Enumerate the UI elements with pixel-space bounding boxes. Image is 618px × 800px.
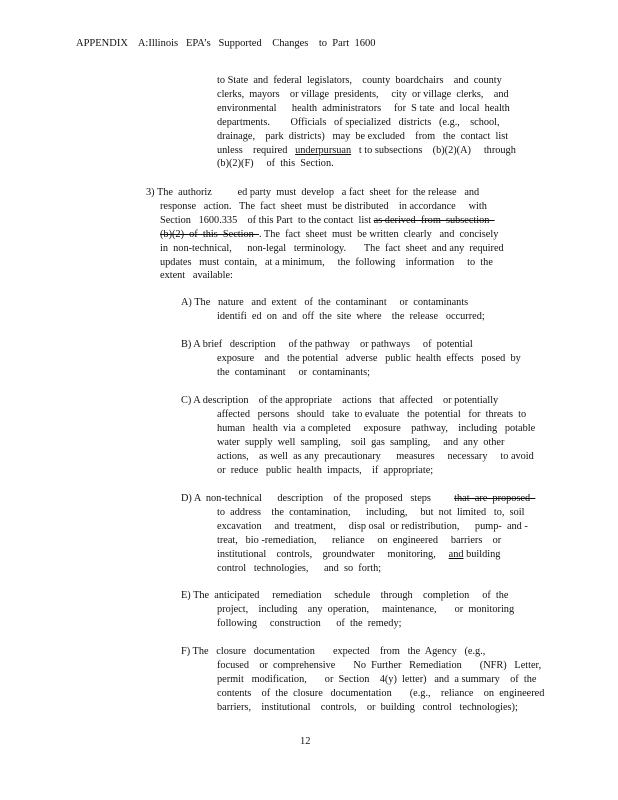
text-line (181, 394, 498, 407)
text-run: project, including any operation, maintenance, or monitoring (217, 603, 515, 615)
text-line (181, 296, 468, 309)
text-run: clerks, mayors or village presidents, city or village clerks, and (217, 88, 509, 100)
text-run: drainage, park districts) may be excluded from the contact list (217, 130, 509, 142)
text-line (217, 464, 433, 477)
text-line (160, 242, 504, 255)
struck-text: (b)(2) of this Section (160, 228, 259, 240)
text-line (217, 520, 528, 533)
text-line (160, 269, 233, 282)
text-run: contents of the closure documentation (e.g., reliance on engineered (217, 687, 545, 699)
text-run: t to subsections (b)(2)(A) through (351, 144, 516, 156)
text-line (217, 534, 501, 547)
text-line (217, 130, 508, 143)
text-run: D) A non-technical description of the proposed steps (181, 493, 455, 504)
text-line (217, 422, 535, 435)
struck-text: that are proposed (454, 493, 536, 504)
text-line (217, 687, 544, 700)
text-run: B) A brief description of the pathway or pathways of potential (181, 339, 473, 350)
text-run: identifi ed on and off the site where the release occurred; (217, 310, 485, 322)
text-line (217, 366, 370, 379)
text-line (217, 116, 500, 129)
text-line (181, 492, 535, 505)
text-run: to address the contamination, including, but not limited to, soil (217, 506, 525, 518)
text-line (217, 408, 526, 421)
text-run: permit modification, or Section 4(y) letter) and a summary of the (217, 673, 537, 685)
text-line (181, 645, 485, 658)
text-run: (b)(2)(F) of this Section. (217, 158, 334, 170)
text-run: treat, bio -remediation, reliance on engineered barriers or (217, 534, 502, 546)
text-run: or reduce public health impacts, if appropriate; (217, 464, 434, 476)
page-number: 12 (300, 736, 311, 747)
text-line (217, 562, 381, 575)
text-line (217, 506, 524, 519)
text-run: F) The closure documentation expected from the Agency (e.g., (181, 646, 486, 657)
text-run: in non-technical, non-legal terminology. The fact sheet and any required (160, 242, 504, 254)
text-line (217, 603, 514, 616)
text-line (160, 214, 495, 227)
text-run: human health via a completed exposure pathway, including potable (217, 422, 536, 434)
text-run: exposure and the potential adverse public health effects posed by (217, 352, 521, 364)
page-header: APPENDIX A:Illinois EPA’s Supported Changes to Part 1600 (76, 38, 376, 49)
text-run: extent available: (160, 270, 233, 282)
text-run: A) The nature and extent of the contaminant or contaminants (181, 297, 469, 308)
text-line (217, 157, 334, 170)
text-line (217, 352, 521, 365)
text-line (217, 617, 401, 630)
text-line (217, 701, 518, 714)
text-run: to State and federal legislators, county boardchairs and county (217, 75, 502, 86)
text-line (217, 548, 500, 561)
text-line (160, 200, 487, 213)
text-line (181, 338, 473, 351)
text-run: actions, as well as any precautionary measures necessary to avoid (217, 450, 534, 462)
text-line (160, 256, 493, 269)
text-line (217, 74, 502, 87)
text-run: departments. Officials of specialized districts (e.g., school, (217, 116, 500, 128)
text-run: . The fact sheet must be written clearly and concisely (258, 228, 499, 240)
text-run: focused or comprehensive No Further Remediation (NFR) Letter, (217, 659, 542, 671)
text-line (217, 88, 509, 101)
underlined-text: underpursuan (295, 144, 352, 156)
text-line (217, 436, 504, 449)
text-run: building (463, 548, 501, 560)
text-run: barriers, institutional controls, or building control technologies); (217, 701, 518, 713)
text-line (181, 589, 509, 602)
text-run: E) The anticipated remediation schedule through completion of the (181, 590, 509, 601)
text-line (217, 673, 536, 686)
struck-text: as derived from subsection (373, 214, 495, 226)
text-line (217, 450, 534, 463)
text-run: response action. The fact sheet must be distributed in accordance with (160, 200, 487, 212)
text-run: affected persons should take to evaluate the potential for threats to (217, 408, 527, 420)
text-run: following construction of the remedy; (217, 617, 402, 629)
text-run: institutional controls, groundwater monitoring, (217, 548, 449, 560)
text-run: unless required (217, 144, 296, 156)
text-line (217, 144, 516, 157)
text-run: water supply well sampling, soil gas sampling, and any other (217, 436, 505, 448)
text-line (217, 102, 510, 115)
text-run: 3) The authoriz ed party must develop a fact sheet for the release and (146, 187, 480, 198)
underlined-text: and (448, 548, 464, 560)
text-run: the contaminant or contaminants; (217, 366, 370, 378)
text-run: C) A description of the appropriate actions that affected or potentially (181, 395, 499, 406)
text-run: excavation and treatment, disp osal or redistribution, pump- and - (217, 520, 528, 532)
text-line (146, 186, 479, 199)
text-line (160, 228, 498, 241)
text-run: Section 1600.335 of this Part to the contact list (160, 214, 374, 226)
text-run: control technologies, and so forth; (217, 562, 382, 574)
text-line (217, 659, 541, 672)
text-line (217, 310, 485, 323)
text-run: environmental health administrators for S tate and local health (217, 102, 510, 114)
text-run: updates must contain, at a minimum, the following information to the (160, 256, 493, 268)
